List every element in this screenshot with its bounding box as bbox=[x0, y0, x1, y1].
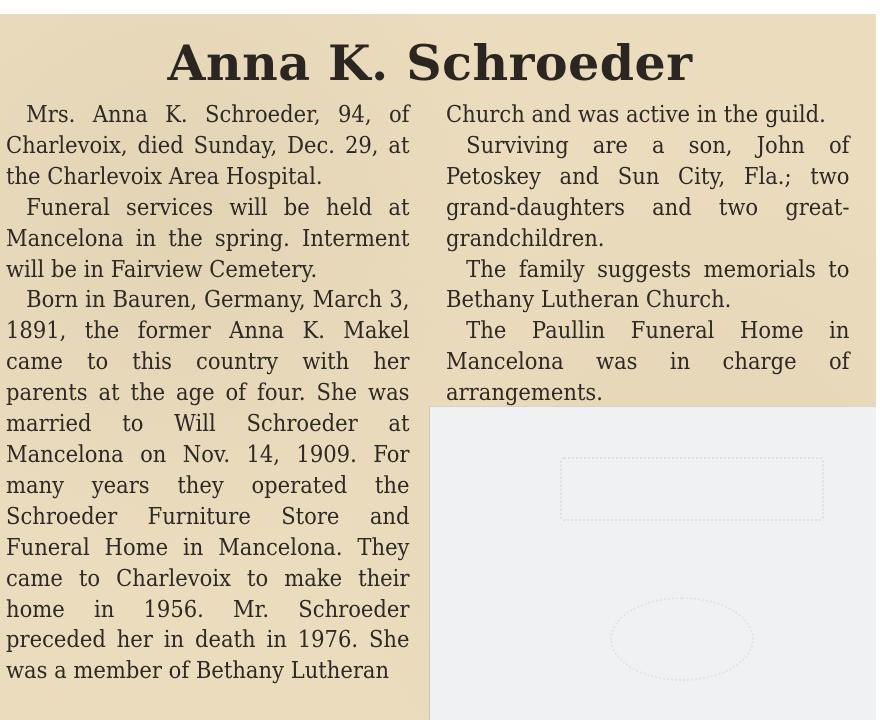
paragraph-funeral-services: Funeral services will be held at Mancelona in the spring. Interment will be in Fairview Cemetery. bbox=[6, 194, 410, 283]
newspaper-clipping bbox=[0, 14, 876, 720]
paragraph-death-notice: Mrs. Anna K. Schroeder, 94, of Charlevoix, died Sunday, Dec. 29, at the Charlevoix Area Hospital. bbox=[6, 102, 410, 190]
paragraph-funeral-home: The Paullin Funeral Home in Mancelona was in charge of arrangements. bbox=[446, 318, 850, 407]
paragraph-survivors: Surviving are a son, John of Petoskey and Sun City, Fla.; two grand-daughters and two great-grandchildren. bbox=[446, 132, 850, 252]
paragraph-church-continuation: Church and was active in the guild. bbox=[446, 102, 826, 128]
obituary-column-left bbox=[6, 100, 409, 687]
obituary-column-right bbox=[446, 100, 849, 409]
paragraph-memorials: The family suggests memorials to Bethany Lutheran Church. bbox=[446, 256, 850, 314]
faded-bleed-through-shape bbox=[610, 597, 754, 681]
obituary-headline: Anna K. Schroeder bbox=[167, 34, 693, 92]
blank-paste-over-area bbox=[429, 406, 876, 720]
faded-bleed-through bbox=[560, 457, 824, 521]
paragraph-biography: Born in Bauren, Germany, March 3, 1891, the former Anna K. Makel came to this country with her parents at the age of four. She was married to Will Schroeder at Mancelona on Nov. 14, 1909. For many years they operated the Schroeder Furniture Store and Funeral Home in Mancelona. They came to Charlevoix to make their home in 1956. Mr. Schroeder preceded her in death in 1976. She was a member of Bethany Lutheran bbox=[6, 287, 410, 685]
